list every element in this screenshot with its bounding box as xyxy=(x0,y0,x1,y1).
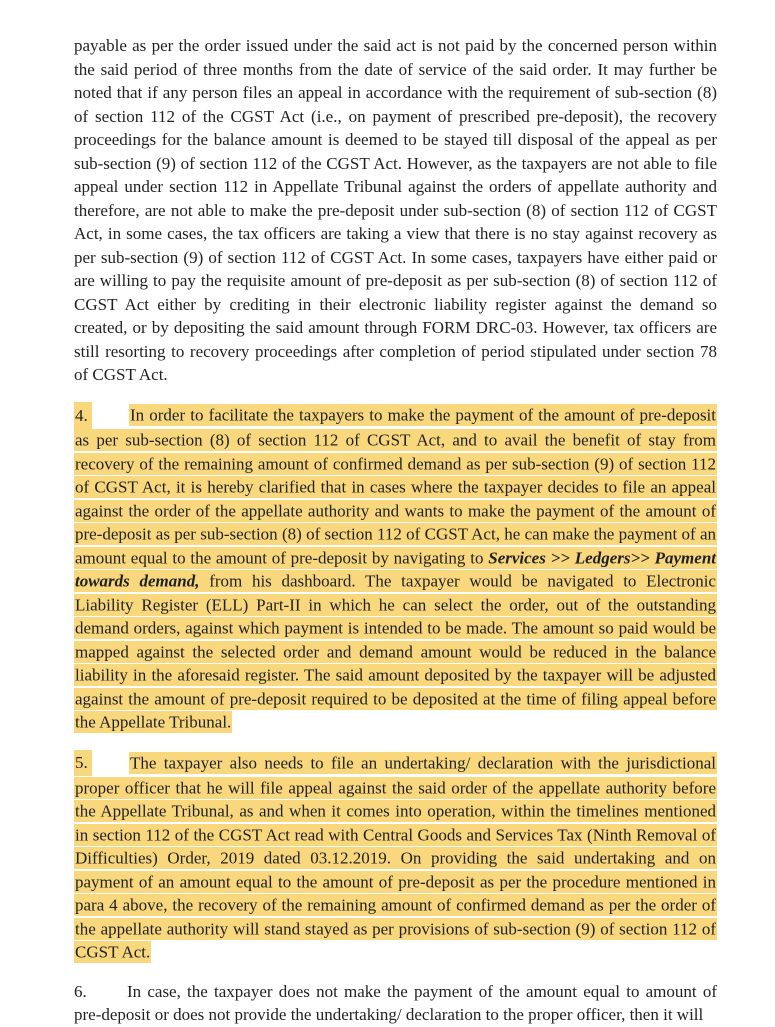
paragraph-6-text: In case, the taxpayer does not make the payment of the amount equal to amount of pre-deposit or does not provide the undertaking/ declaration to the proper officer, then it will xyxy=(74,981,717,1024)
paragraph-4-number: 4. xyxy=(74,402,92,429)
paragraph-4 xyxy=(74,402,717,734)
paragraph-6-number: 6. xyxy=(74,981,87,1001)
paragraph-5-highlight xyxy=(74,752,717,964)
paragraph-6 xyxy=(74,980,717,1027)
paragraph-4-menu-path: Services >> Ledgers>> Payment towards demand, xyxy=(75,548,716,591)
paragraph-5-text: The taxpayer also needs to file an undertaking/ declaration with the jurisdictional proper officer that he will file appeal against the said order of the appellate authority before the Appellate Tribunal, as and when it comes into operation, within the timelines mentioned in section 112 of the CGST Act read with Central Goods and Services Tax (Ninth Removal of Difficulties) Order, 2019 dated 03.12.2019. On providing the said undertaking and on payment of an amount equal to the amount of pre-deposit as per the procedure mentioned in para 4 above, the recovery of the remaining amount of confirmed demand as per the order of the appellate authority will stand stayed as per provisions of sub-section (9) of section 112 of CGST Act. xyxy=(75,753,716,962)
paragraph-4-text-after: from his dashboard. The taxpayer would be navigated to Electronic Liability Register (ELL) Part-II in which he can select the order, out of the outstanding demand orders, against which payment is intended to be made. The amount so paid would be mapped against the selected order and demand amount would be reduced in the balance liability in the aforesaid register. The said amount deposited by the taxpayer will be adjusted against the amount of pre-deposit required to be deposited at the time of filing appeal before the Appellate Tribunal. xyxy=(75,571,716,732)
paragraph-5 xyxy=(74,750,717,965)
paragraph-continuation xyxy=(74,34,717,387)
paragraph-continuation-text: payable as per the order issued under the said act is not paid by the concerned person within the said period of three months from the date of service of the said order. It may further be noted that if any person files an appeal in accordance with the requirement of sub-section (8) of section 112 of the CGST Act (i.e., on payment of prescribed pre-deposit), the recovery proceedings for the balance amount is deemed to be stayed till disposal of the appeal as per sub-section (9) of section 112 of the CGST Act. However, as the taxpayers are not able to file appeal under section 112 in Appellate Tribunal against the orders of appellate authority and therefore, are not able to make the pre-deposit under sub-section (8) of section 112 of CGST Act, in some cases, the tax officers are taking a view that there is no stay against recovery as per sub-section (9) of section 112 of CGST Act. In some cases, taxpayers have either paid or are willing to pay the requisite amount of pre-deposit as per sub-section (8) of section 112 of CGST Act either by crediting in their electronic liability register against the demand so created, or by depositing the said amount through FORM DRC-03. However, tax officers are still resorting to recovery proceedings after completion of period stipulated under section 78 of CGST Act. xyxy=(74,36,717,384)
paragraph-5-number: 5. xyxy=(74,750,92,777)
paragraph-4-text-before: In order to facilitate the taxpayers to make the payment of the amount of pre-deposit as per sub-section (8) of section 112 of CGST Act, and to avail the benefit of stay from recovery of the remaining amount of confirmed demand as per sub-section (9) of section 112 of CGST Act, it is hereby clarified that in cases where the taxpayer decides to file an appeal against the order of the appellate authority and wants to make the payment of the amount of pre-deposit as per sub-section (8) of section 112 of CGST Act, he can make the payment of an amount equal to the amount of pre-deposit by navigating to xyxy=(75,405,716,567)
paragraph-4-highlight xyxy=(74,404,717,733)
